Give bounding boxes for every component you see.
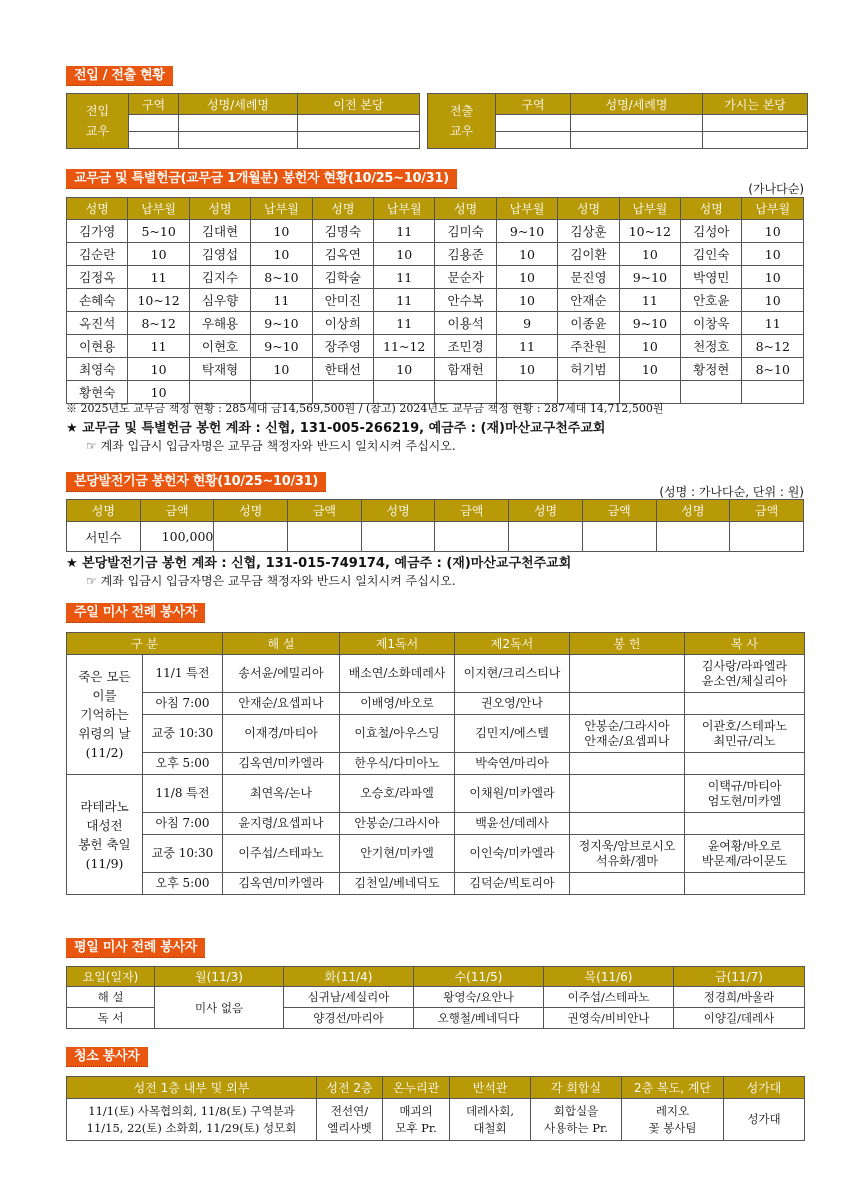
dues-sort-note: (가나다순) — [748, 182, 804, 196]
paid-months: 10 — [619, 358, 680, 381]
mass-time: 오후 5:00 — [143, 873, 223, 895]
mass-reading1: 한우식/다미아노 — [340, 753, 455, 775]
donor-name: 함재헌 — [435, 358, 496, 381]
building-fund-account-line: ★ 본당발전기금 봉헌 계좌 : 신협, 131-015-749174, 예금주 : (재)마산교구천주교회 — [66, 556, 572, 571]
col-header: 화(11/4) — [284, 967, 414, 987]
col-header: 성명 — [656, 500, 730, 522]
mass-offering — [570, 775, 685, 813]
mass-time: 11/1 특전 — [143, 655, 223, 693]
donor-name: 황현숙 — [67, 381, 128, 404]
col-header: 금액 — [730, 500, 804, 522]
occasion-label-line: 기억하는 — [80, 707, 129, 722]
col-header: 이전 본당 — [298, 94, 420, 115]
col-header: 성명/세례명 — [571, 94, 703, 115]
donor-name: 이용석 — [435, 312, 496, 335]
table-cell — [298, 132, 420, 149]
section-title-transfer: 전입 / 전출 현황 — [66, 66, 173, 86]
mass-reading1: 김천일/베네딕도 — [340, 873, 455, 895]
building-fund-sort-note: (성명 : 가나다순, 단위 : 원) — [659, 485, 804, 499]
mass-reading1: 오승호/라파엘 — [340, 775, 455, 813]
paid-months: 9~10 — [619, 312, 680, 335]
building-fund-table — [66, 499, 804, 552]
mass-reading2: 권오영/안나 — [455, 693, 570, 715]
donor-name: 주찬원 — [558, 335, 619, 358]
paid-months: 11 — [742, 312, 804, 335]
table-row — [67, 655, 805, 693]
paid-months: 9 — [496, 312, 557, 335]
donor-name: 김미숙 — [435, 220, 496, 243]
paid-months: 10 — [251, 243, 312, 266]
mass-time: 교중 10:30 — [143, 835, 223, 873]
paid-months: 10 — [742, 220, 804, 243]
amount — [288, 522, 362, 552]
section-title-cleaning: 청소 봉사자 — [66, 1047, 148, 1067]
col-header: 납부월 — [251, 198, 312, 220]
donor-name: 이상희 — [312, 312, 373, 335]
donor-name: 장주영 — [312, 335, 373, 358]
mass-offering — [570, 813, 685, 835]
paid-months: 10 — [496, 289, 557, 312]
donor-name — [656, 522, 730, 552]
donor-name: 옥진석 — [67, 312, 128, 335]
paid-months: 11 — [619, 289, 680, 312]
mass-commentary: 이재경/마티아 — [223, 715, 340, 753]
table-row — [67, 220, 804, 243]
table-cell — [179, 115, 298, 132]
paid-months: 11 — [128, 335, 189, 358]
table-cell — [496, 115, 571, 132]
cleaning-table — [66, 1076, 805, 1141]
paid-months: 10 — [496, 358, 557, 381]
donor-name: 김명숙 — [312, 220, 373, 243]
no-mass-cell: 미사 없음 — [155, 987, 284, 1029]
col-header: 각 회합실 — [531, 1077, 622, 1099]
col-header: 성명 — [189, 198, 250, 220]
table-cell — [179, 132, 298, 149]
donor-name: 천정호 — [681, 335, 742, 358]
mass-offering — [570, 693, 685, 715]
table-row — [67, 289, 804, 312]
col-header: 구역 — [496, 94, 571, 115]
table-row — [67, 358, 804, 381]
paid-months: 8~10 — [742, 358, 804, 381]
occasion-label-line: 이를 — [92, 688, 117, 703]
table-row — [67, 753, 805, 775]
paid-months: 10 — [128, 381, 189, 404]
table-row — [67, 835, 805, 873]
mass-reading2: 박숙연/마리아 — [455, 753, 570, 775]
col-header: 납부월 — [619, 198, 680, 220]
donor-name: 심우향 — [189, 289, 250, 312]
mass-commentary: 윤지령/요셉피나 — [223, 813, 340, 835]
mass-server — [685, 873, 805, 895]
weekday-mass-table — [66, 966, 805, 1029]
col-header: 금액 — [140, 500, 214, 522]
col-header: 반석관 — [450, 1077, 531, 1099]
paid-months: 9~10 — [619, 266, 680, 289]
col-header: 금(11/7) — [674, 967, 805, 987]
mass-reading2: 이채원/미카엘라 — [455, 775, 570, 813]
table-cell: 이주섭/스테파노 — [544, 987, 674, 1008]
paid-months: 10 — [128, 243, 189, 266]
row-label-line: 전출 — [449, 104, 474, 118]
donor-name: 안수복 — [435, 289, 496, 312]
donor-name: 서민수 — [67, 522, 141, 552]
col-header: 성명 — [681, 198, 742, 220]
row-label-line: 교우 — [85, 124, 110, 138]
mass-commentary: 김옥연/미카엘라 — [223, 753, 340, 775]
donor-name: 김가영 — [67, 220, 128, 243]
mass-server — [685, 813, 805, 835]
amount — [730, 522, 804, 552]
mass-commentary: 김옥연/미카엘라 — [223, 873, 340, 895]
cleaning-cell: 회합실을 사용하는 Pr. — [531, 1099, 622, 1141]
donor-name: 이현용 — [67, 335, 128, 358]
table-row — [67, 522, 804, 552]
donor-name: 김이환 — [558, 243, 619, 266]
donor-name: 이종윤 — [558, 312, 619, 335]
paid-months — [742, 381, 804, 404]
donor-name — [214, 522, 288, 552]
mass-time: 11/8 특전 — [143, 775, 223, 813]
mass-offering — [570, 753, 685, 775]
col-header: 온누리관 — [383, 1077, 450, 1099]
col-header: 제2독서 — [455, 633, 570, 655]
donor-name: 안재순 — [558, 289, 619, 312]
amount: 100,000 — [140, 522, 214, 552]
donor-name: 황정현 — [681, 358, 742, 381]
dues-account-line: ★ 교무금 및 특별헌금 봉헌 계좌 : 신협, 131-005-266219, 예금주 : (재)마산교구천주교회 — [66, 421, 606, 436]
section-title-dues: 교무금 및 특별헌금(교무금 1개월분) 봉헌자 현황(10/25~10/31) — [66, 169, 457, 189]
paid-months: 11 — [374, 220, 435, 243]
col-header: 성가대 — [724, 1077, 805, 1099]
col-header: 수(11/5) — [414, 967, 544, 987]
col-header: 성명 — [67, 198, 128, 220]
mass-server — [685, 753, 805, 775]
paid-months: 10 — [374, 358, 435, 381]
mass-reading1: 이배영/바오로 — [340, 693, 455, 715]
occasion-label-line: 죽은 모든 — [78, 669, 131, 684]
paid-months: 10~12 — [128, 289, 189, 312]
amount — [582, 522, 656, 552]
col-header: 금액 — [435, 500, 509, 522]
paid-months: 10 — [742, 243, 804, 266]
donor-name: 안호윤 — [681, 289, 742, 312]
mass-reading2: 김민지/에스텔 — [455, 715, 570, 753]
occasion-label-line: (11/2) — [85, 745, 124, 760]
mass-offering — [570, 873, 685, 895]
paid-months: 5~10 — [128, 220, 189, 243]
cleaning-cell: 전선연/ 엘리사벳 — [317, 1099, 383, 1141]
mass-server: 이관호/스테파노 최민규/리노 — [685, 715, 805, 753]
mass-offering: 정지욱/암브로시오 석유화/젬마 — [570, 835, 685, 873]
occasion-label-line: 라테라노 — [80, 798, 129, 814]
table-cell: 이양길/데레사 — [674, 1008, 805, 1029]
row-label: 독 서 — [67, 1008, 155, 1029]
row-label: 해 설 — [67, 987, 155, 1008]
paid-months: 8~12 — [128, 312, 189, 335]
cleaning-cell: 데레사회, 대철회 — [450, 1099, 531, 1141]
donor-name: 김지수 — [189, 266, 250, 289]
donor-name: 김대현 — [189, 220, 250, 243]
table-cell: 심귀남/세실리아 — [284, 987, 414, 1008]
paid-months: 11 — [496, 335, 557, 358]
mass-reading2: 김덕순/빅토리아 — [455, 873, 570, 895]
paid-months: 9~10 — [251, 312, 312, 335]
mass-reading2: 이인숙/미카엘라 — [455, 835, 570, 873]
mass-reading2: 백윤선/데레사 — [455, 813, 570, 835]
mass-time: 아침 7:00 — [143, 813, 223, 835]
donor-name — [361, 522, 435, 552]
donor-name: 손혜숙 — [67, 289, 128, 312]
paid-months: 9~10 — [251, 335, 312, 358]
col-header: 복 사 — [685, 633, 805, 655]
paid-months: 10 — [619, 243, 680, 266]
table-row — [67, 813, 805, 835]
paid-months: 10 — [742, 266, 804, 289]
donor-name: 문순자 — [435, 266, 496, 289]
col-header: 성명/세례명 — [179, 94, 298, 115]
col-header: 납부월 — [496, 198, 557, 220]
donor-name: 김옥연 — [312, 243, 373, 266]
table-cell — [571, 132, 703, 149]
amount — [435, 522, 509, 552]
col-header: 성명 — [214, 500, 288, 522]
mass-commentary: 최연옥/논나 — [223, 775, 340, 813]
table-row — [67, 715, 805, 753]
col-header: 구역 — [129, 94, 179, 115]
paid-months: 11 — [128, 266, 189, 289]
col-header: 월(11/3) — [155, 967, 284, 987]
donor-name: 이창욱 — [681, 312, 742, 335]
transfer-out-table — [427, 93, 808, 149]
col-header: 요일(일자) — [67, 967, 155, 987]
paid-months: 8~12 — [742, 335, 804, 358]
mass-reading1: 안봉순/그라시아 — [340, 813, 455, 835]
table-cell: 오행철/베네딕다 — [414, 1008, 544, 1029]
col-header: 성명 — [558, 198, 619, 220]
mass-reading1: 배소연/소화데레사 — [340, 655, 455, 693]
occasion-label-line: 봉헌 축일 — [78, 836, 131, 852]
mass-time: 아침 7:00 — [143, 693, 223, 715]
building-fund-account-sub: ☞ 계좌 입금시 입금자명은 교무금 책정자와 반드시 일치시켜 주십시오. — [86, 574, 456, 588]
transfer-in-label — [67, 94, 129, 149]
col-header: 성전 1층 내부 및 외부 — [67, 1077, 317, 1099]
mass-server — [685, 693, 805, 715]
mass-commentary: 이주섭/스테파노 — [223, 835, 340, 873]
paid-months: 11~12 — [374, 335, 435, 358]
mass-occasion-label — [67, 655, 143, 775]
donor-name: 한태선 — [312, 358, 373, 381]
col-header: 성명 — [67, 500, 141, 522]
donor-name: 김영섭 — [189, 243, 250, 266]
row-label-line: 전입 — [85, 104, 110, 118]
donor-name: 문진영 — [558, 266, 619, 289]
donor-name: 탁재형 — [189, 358, 250, 381]
col-header: 납부월 — [742, 198, 804, 220]
table-cell: 왕영숙/요안나 — [414, 987, 544, 1008]
section-title-sunday-mass: 주일 미사 전례 봉사자 — [66, 603, 205, 623]
paid-months: 10 — [496, 266, 557, 289]
dues-table — [66, 197, 804, 404]
col-header: 구 분 — [67, 633, 223, 655]
col-header: 납부월 — [374, 198, 435, 220]
col-header: 봉 헌 — [570, 633, 685, 655]
col-header: 성전 2층 — [317, 1077, 383, 1099]
section-title-building-fund: 본당발전기금 봉헌자 현황(10/25~10/31) — [66, 472, 326, 492]
mass-time: 오후 5:00 — [143, 753, 223, 775]
transfer-out-label — [428, 94, 496, 149]
paid-months: 10 — [496, 243, 557, 266]
mass-commentary: 안재순/요셉피나 — [223, 693, 340, 715]
occasion-label-line: 대성전 — [86, 817, 123, 833]
donor-name: 김용준 — [435, 243, 496, 266]
cleaning-cell: 매괴의 모후 Pr. — [383, 1099, 450, 1141]
col-header: 성명 — [312, 198, 373, 220]
table-cell — [129, 115, 179, 132]
col-header: 제1독서 — [340, 633, 455, 655]
row-label-line: 교우 — [449, 124, 474, 138]
paid-months: 8~10 — [251, 266, 312, 289]
donor-name — [509, 522, 583, 552]
paid-months: 11 — [374, 312, 435, 335]
section-title-weekday-mass: 평일 미사 전례 봉사자 — [66, 938, 205, 958]
paid-months: 11 — [374, 266, 435, 289]
col-header: 금액 — [288, 500, 362, 522]
donor-name: 허기범 — [558, 358, 619, 381]
mass-offering — [570, 655, 685, 693]
cleaning-cell: 레지오 꽃 봉사팀 — [622, 1099, 724, 1141]
table-cell: 양경선/마리아 — [284, 1008, 414, 1029]
donor-name: 김순란 — [67, 243, 128, 266]
table-cell — [298, 115, 420, 132]
sunday-mass-table — [66, 632, 805, 895]
mass-offering: 안봉순/그라시아 안재순/요셉피나 — [570, 715, 685, 753]
table-row — [67, 693, 805, 715]
mass-server: 윤여황/바오로 박문제/라이문도 — [685, 835, 805, 873]
donor-name: 이현호 — [189, 335, 250, 358]
table-row — [67, 312, 804, 335]
col-header: 목(11/6) — [544, 967, 674, 987]
paid-months: 10 — [251, 358, 312, 381]
donor-name: 김성아 — [681, 220, 742, 243]
dues-assessment-note: ※ 2025년도 교무금 책정 현황 : 285세대 금14,569,500원 / (참고) 2024년도 교무금 책정 현황 : 287세대 14,712,500원 — [66, 402, 664, 415]
occasion-label-line: 위령의 날 — [78, 726, 131, 741]
occasion-label-line: (11/9) — [85, 855, 124, 871]
table-cell — [571, 115, 703, 132]
table-row — [67, 873, 805, 895]
donor-name: 우해용 — [189, 312, 250, 335]
donor-name: 김인숙 — [681, 243, 742, 266]
table-cell — [129, 132, 179, 149]
table-row — [67, 243, 804, 266]
mass-server: 김사랑/라파엘라 윤소연/체실리아 — [685, 655, 805, 693]
table-cell — [496, 132, 571, 149]
paid-months: 10 — [619, 335, 680, 358]
table-cell — [703, 115, 808, 132]
dues-account-sub: ☞ 계좌 입금시 입금자명은 교무금 책정자와 반드시 일치시켜 주십시오. — [86, 439, 456, 453]
paid-months: 10~12 — [619, 220, 680, 243]
col-header: 가시는 본당 — [703, 94, 808, 115]
col-header: 성명 — [435, 198, 496, 220]
donor-name — [681, 381, 742, 404]
donor-name: 김정옥 — [67, 266, 128, 289]
paid-months: 10 — [742, 289, 804, 312]
table-row — [67, 335, 804, 358]
cleaning-cell: 11/1(토) 사목협의회, 11/8(토) 구역분과 11/15, 22(토) 소화회, 11/29(토) 성모회 — [67, 1099, 317, 1141]
paid-months: 10 — [251, 220, 312, 243]
donor-name: 안미진 — [312, 289, 373, 312]
col-header: 성명 — [509, 500, 583, 522]
table-cell: 권영숙/비비안나 — [544, 1008, 674, 1029]
mass-reading1: 이효철/아우스딩 — [340, 715, 455, 753]
mass-occasion-label — [67, 775, 143, 895]
col-header: 납부월 — [128, 198, 189, 220]
mass-time: 교중 10:30 — [143, 715, 223, 753]
paid-months: 10 — [128, 358, 189, 381]
paid-months: 11 — [374, 289, 435, 312]
table-cell — [703, 132, 808, 149]
donor-name: 김상훈 — [558, 220, 619, 243]
mass-reading1: 안기현/미카엘 — [340, 835, 455, 873]
donor-name: 조민경 — [435, 335, 496, 358]
col-header: 해 설 — [223, 633, 340, 655]
donor-name: 최영숙 — [67, 358, 128, 381]
transfer-in-table — [66, 93, 420, 149]
paid-months: 10 — [374, 243, 435, 266]
table-cell: 정경희/바울라 — [674, 987, 805, 1008]
mass-commentary: 송서윤/에밀리아 — [223, 655, 340, 693]
col-header: 2층 복도, 계단 — [622, 1077, 724, 1099]
paid-months: 9~10 — [496, 220, 557, 243]
col-header: 성명 — [361, 500, 435, 522]
cleaning-cell: 성가대 — [724, 1099, 805, 1141]
col-header: 금액 — [582, 500, 656, 522]
donor-name: 김학술 — [312, 266, 373, 289]
donor-name: 박영민 — [681, 266, 742, 289]
mass-reading2: 이지현/크리스티나 — [455, 655, 570, 693]
table-row — [67, 266, 804, 289]
table-row — [67, 775, 805, 813]
mass-server: 이택규/마티아 엄도현/미카엘 — [685, 775, 805, 813]
paid-months: 11 — [251, 289, 312, 312]
